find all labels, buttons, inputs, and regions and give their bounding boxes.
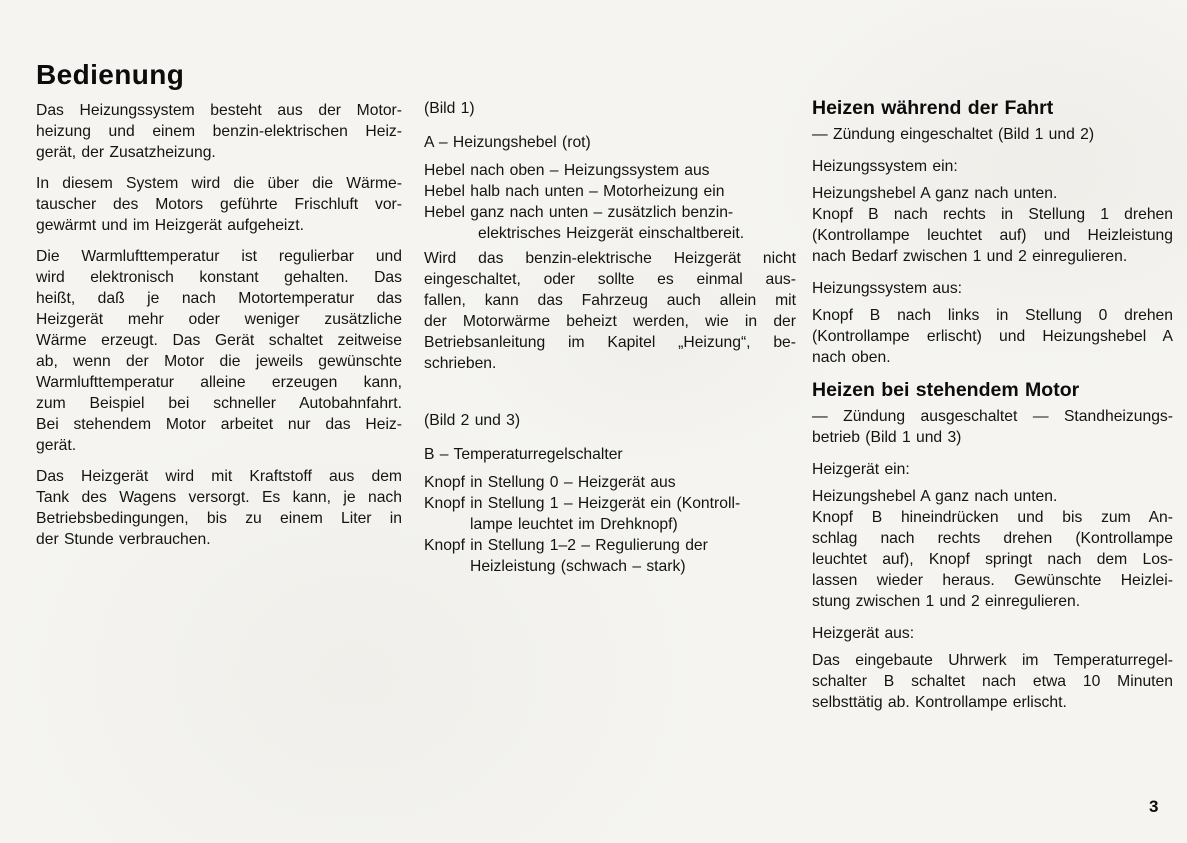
state-label: Heizgerät aus: xyxy=(812,625,915,642)
text-line: Tank des Wagens versorgt. Es kann, je nach xyxy=(36,489,402,506)
text-line: eingeschaltet, oder sollte es einmal aus- xyxy=(424,271,796,288)
text-line: Knopf B nach links in Stellung 0 drehen xyxy=(812,307,1173,324)
text-line: tauscher des Motors geführte Frischluft vor- xyxy=(36,196,402,213)
paragraph xyxy=(812,124,1173,145)
text-line: Wärme erzeugt. Das Gerät schaltet zeitweise xyxy=(36,332,402,349)
text-line: Betriebsbedingungen, bis zu einem Liter in xyxy=(36,510,402,527)
text-line: Betriebsanleitung im Kapitel „Heizung“, be- xyxy=(424,334,796,351)
legend-term: A – Heizungshebel (rot) xyxy=(424,134,591,151)
text-line: elektrisches Heizgerät einschaltbereit. xyxy=(478,225,745,242)
paragraph xyxy=(36,246,402,456)
text-line: lampe leuchtet im Drehknopf) xyxy=(470,516,678,533)
text-line: ab, wenn der Motor die jeweils gewünschte xyxy=(36,353,402,370)
paragraph xyxy=(36,173,402,236)
figure-caption: (Bild 1) xyxy=(424,100,475,117)
text-line: Wird das benzin-elektrische Heizgerät nicht xyxy=(424,250,796,267)
text-line: betrieb (Bild 1 und 3) xyxy=(812,429,962,446)
text-line: lassen wieder heraus. Gewünschte Heizlei- xyxy=(812,572,1173,589)
column-right xyxy=(812,96,1173,723)
text-line: Knopf in Stellung 1 – Heizgerät ein (Kontroll- xyxy=(424,495,741,512)
text-line: schlag nach rechts drehen (Kontrollampe xyxy=(812,530,1173,547)
text-line: nach Bedarf zwischen 1 und 2 einregulieren. xyxy=(812,248,1128,265)
text-line: Hebel ganz nach unten – zusätzlich benzin- xyxy=(424,204,734,221)
paragraph xyxy=(36,466,402,550)
text-line: Das Heizgerät wird mit Kraftstoff aus dem xyxy=(36,468,402,485)
text-line: wird elektronisch konstant gehalten. Das xyxy=(36,269,402,286)
paragraph xyxy=(812,650,1173,713)
text-line: der Motorwärme beheizt werden, wie in der xyxy=(424,313,796,330)
column-left xyxy=(36,60,402,560)
line-list xyxy=(424,160,796,244)
text-line: zum Beispiel bei schneller Autobahnfahrt. xyxy=(36,395,402,412)
text-line: Das eingebaute Uhrwerk im Temperaturregel- xyxy=(812,652,1173,669)
text-line: Die Warmlufttemperatur ist regulierbar und xyxy=(36,248,402,265)
text-line: heizung und einem benzin-elektrischen Heiz- xyxy=(36,123,402,140)
text-line: Das Heizungssystem besteht aus der Motor- xyxy=(36,102,402,119)
text-line: Warmlufttemperatur alleine erzeugen kann, xyxy=(36,374,402,391)
text-line: stung zwischen 1 und 2 einregulieren. xyxy=(812,593,1081,610)
paragraph xyxy=(424,248,796,374)
page-title: Bedienung xyxy=(36,59,185,90)
section-heading: Heizen bei stehendem Motor xyxy=(812,379,1080,401)
state-label: Heizungssystem ein: xyxy=(812,158,958,175)
text-line: (Kontrollampe erlischt) und Heizungshebel A xyxy=(812,328,1173,345)
text-line: schalter B schaltet nach etwa 10 Minuten xyxy=(812,673,1173,690)
paragraph xyxy=(36,100,402,163)
page-number: 3 xyxy=(1149,797,1159,816)
text-line: gewärmt und im Heizgerät aufgeheizt. xyxy=(36,217,304,234)
text-line: Hebel halb nach unten – Motorheizung ein xyxy=(424,183,725,200)
text-line: heißt, daß je nach Motortemperatur das xyxy=(36,290,402,307)
text-line: Knopf B hineindrücken und bis zum An- xyxy=(812,509,1173,526)
line-list xyxy=(424,472,796,577)
text-line: Knopf in Stellung 1–2 – Regulierung der xyxy=(424,537,708,554)
text-line: fallen, kann das Fahrzeug auch allein mit xyxy=(424,292,796,309)
paragraph xyxy=(812,486,1173,612)
state-label: Heizgerät ein: xyxy=(812,461,910,478)
text-line: der Stunde verbrauchen. xyxy=(36,531,211,548)
text-line: Knopf in Stellung 0 – Heizgerät aus xyxy=(424,474,676,491)
column-middle xyxy=(424,100,796,581)
text-line: gerät, der Zusatzheizung. xyxy=(36,144,216,161)
text-line: — Zündung eingeschaltet (Bild 1 und 2) xyxy=(812,126,1095,143)
text-line: leuchtet auf), Knopf springt nach dem Los- xyxy=(812,551,1173,568)
text-line: Heizungshebel A ganz nach unten. xyxy=(812,488,1058,505)
paragraph xyxy=(812,183,1173,267)
text-line: Hebel nach oben – Heizungssystem aus xyxy=(424,162,710,179)
text-line: Heizleistung (schwach – stark) xyxy=(470,558,686,575)
text-line: Bei stehendem Motor arbeitet nur das Heiz- xyxy=(36,416,402,433)
text-line: Heizgerät mehr oder weniger zusätzliche xyxy=(36,311,402,328)
text-line: — Zündung ausgeschaltet — Standheizungs- xyxy=(812,408,1173,425)
text-line: Heizungshebel A ganz nach unten. xyxy=(812,185,1058,202)
text-line: schrieben. xyxy=(424,355,497,372)
text-line: Knopf B nach rechts in Stellung 1 drehen xyxy=(812,206,1173,223)
text-line: nach oben. xyxy=(812,349,891,366)
text-line: (Kontrollampe leuchtet auf) und Heizleistung xyxy=(812,227,1173,244)
legend-term: B – Temperaturregelschalter xyxy=(424,446,623,463)
figure-caption: (Bild 2 und 3) xyxy=(424,412,521,429)
text-line: selbsttätig ab. Kontrollampe erlischt. xyxy=(812,694,1067,711)
text-line: gerät. xyxy=(36,437,77,454)
paragraph xyxy=(812,305,1173,368)
state-label: Heizungssystem aus: xyxy=(812,280,963,297)
section-heading: Heizen während der Fahrt xyxy=(812,97,1054,119)
paragraph xyxy=(812,406,1173,448)
text-line: In diesem System wird die über die Wärme- xyxy=(36,175,402,192)
